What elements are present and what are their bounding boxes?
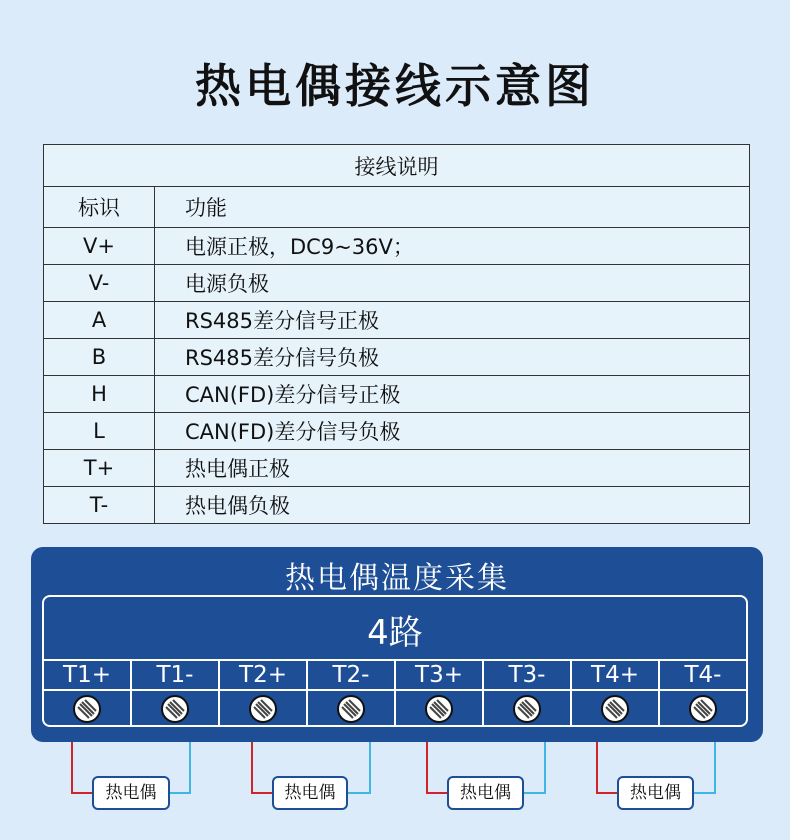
terminal-label: T2-	[308, 661, 394, 691]
terminal-t4-negative	[658, 661, 746, 727]
table-row	[44, 487, 750, 524]
table-cell-function: 热电偶正极	[155, 450, 750, 487]
table-caption: 接线说明	[44, 145, 750, 187]
screw-icon	[599, 693, 631, 725]
wiring-table	[43, 144, 750, 524]
table-cell-id: V+	[44, 228, 155, 265]
table-cell-id: T-	[44, 487, 155, 524]
terminal-label: T1+	[44, 661, 130, 691]
column-header-id: 标识	[44, 187, 155, 228]
table-cell-id: T+	[44, 450, 155, 487]
table-cell-function: CAN(FD)差分信号负极	[155, 413, 750, 450]
table-cell-id: A	[44, 302, 155, 339]
screw-icon	[159, 693, 191, 725]
table-row	[44, 376, 750, 413]
terminal-screw	[660, 691, 746, 727]
terminal-label: T4-	[660, 661, 746, 691]
screw-icon	[687, 693, 719, 725]
table-row	[44, 413, 750, 450]
module-title: 热电偶温度采集	[285, 561, 509, 596]
table-row	[44, 265, 750, 302]
table-row	[44, 450, 750, 487]
terminal-screw	[220, 691, 306, 727]
table-cell-function: 电源正极，DC9~36V；	[155, 228, 750, 265]
table-cell-id: B	[44, 339, 155, 376]
thermocouple-sensor-4: 热电偶	[617, 776, 694, 810]
terminal-t2-positive	[218, 661, 306, 727]
table-cell-id: H	[44, 376, 155, 413]
table-cell-function: CAN(FD)差分信号正极	[155, 376, 750, 413]
terminal-t1-positive	[44, 661, 130, 727]
terminal-screw	[132, 691, 218, 727]
column-header-function: 功能	[155, 187, 750, 228]
table-cell-id: L	[44, 413, 155, 450]
screw-icon	[511, 693, 543, 725]
screw-icon	[71, 693, 103, 725]
screw-icon	[247, 693, 279, 725]
terminal-block	[44, 659, 746, 727]
screw-icon	[335, 693, 367, 725]
terminal-screw	[484, 691, 570, 727]
terminal-screw	[308, 691, 394, 727]
acquisition-module	[31, 547, 763, 742]
thermocouple-sensor-2: 热电偶	[272, 776, 348, 810]
table-caption-row	[44, 145, 750, 187]
screw-icon	[423, 693, 455, 725]
terminal-t4-positive	[570, 661, 658, 727]
terminal-label: T4+	[572, 661, 658, 691]
thermocouple-sensor-1: 热电偶	[92, 776, 170, 810]
terminal-screw	[572, 691, 658, 727]
table-row	[44, 339, 750, 376]
table-cell-function: 热电偶负极	[155, 487, 750, 524]
terminal-t3-positive	[394, 661, 482, 727]
terminal-panel	[42, 595, 748, 727]
table-row	[44, 302, 750, 339]
terminal-screw	[44, 691, 130, 727]
terminal-t2-negative	[306, 661, 394, 727]
terminal-label: T2+	[220, 661, 306, 691]
table-cell-function: RS485差分信号负极	[155, 339, 750, 376]
table-row	[44, 228, 750, 265]
page-title: 热电偶接线示意图	[195, 59, 595, 113]
terminal-label: T1-	[132, 661, 218, 691]
table-cell-function: 电源负极	[155, 265, 750, 302]
terminal-t3-negative	[482, 661, 570, 727]
table-header-row	[44, 187, 750, 228]
channel-count-label: 4路	[367, 613, 423, 653]
thermocouple-sensor-3: 热电偶	[447, 776, 524, 810]
terminal-t1-negative	[130, 661, 218, 727]
terminal-screw	[396, 691, 482, 727]
terminal-label: T3-	[484, 661, 570, 691]
terminal-label: T3+	[396, 661, 482, 691]
table-cell-id: V-	[44, 265, 155, 302]
table-cell-function: RS485差分信号正极	[155, 302, 750, 339]
